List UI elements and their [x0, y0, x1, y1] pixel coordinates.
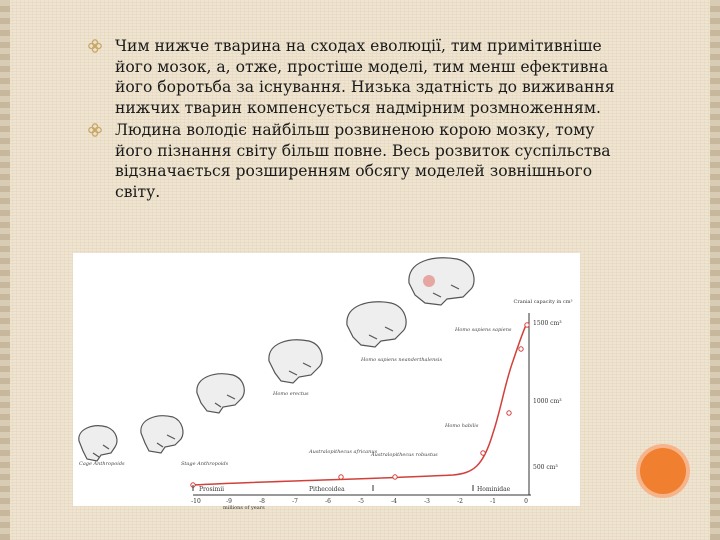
axis-tick: -6 — [325, 498, 331, 505]
bullet-text: Людина володіє найбільш розвиненою корою мозку, тому його пізнання світу більш повне. Весь розвиток суспільства відзначається розширенням обсягу моделей зовнішнього світу. — [115, 121, 611, 201]
specimen-label: Stage Anthropoids — [181, 461, 229, 467]
axis-tick: -8 — [259, 498, 265, 505]
skull-icon — [269, 340, 322, 383]
capacity-axis — [514, 299, 573, 495]
specimen-label: Cage Anthropoids — [79, 461, 125, 467]
capacity-tick: 1000 cm³ — [533, 398, 562, 405]
flower-bullet-icon — [88, 39, 102, 53]
skull-icon — [347, 302, 406, 347]
axis-tick: -10 — [191, 498, 201, 505]
left-border-decoration — [0, 0, 10, 540]
axis-tick: -2 — [457, 498, 463, 505]
axis-tick: -1 — [490, 498, 496, 505]
bullet-item — [88, 36, 628, 118]
bullet-text: Чим нижче тварина на сходах еволюції, тим примітивніше його мозок, а, отже, простіше моделі, тим менш ефективна його боротьба за існування. Низька здатність до виживання нижчих тварин компенсується надмірним розмноженням. — [115, 37, 615, 117]
skull-icon — [197, 374, 244, 413]
bullet-item — [88, 120, 628, 202]
curve-markers — [191, 323, 529, 487]
capacity-tick: 1500 cm³ — [533, 320, 562, 327]
axis-label: Prosimii — [199, 486, 225, 493]
axis-tick: -9 — [226, 498, 232, 505]
orange-circle-decoration — [640, 448, 686, 494]
axis-tick: -5 — [358, 498, 364, 505]
axis-caption: millions of years — [223, 505, 265, 511]
axis-tick: -4 — [391, 498, 397, 505]
capacity-tick: 500 cm³ — [533, 464, 558, 471]
right-border-decoration — [710, 0, 720, 540]
evolution-figure — [73, 253, 580, 511]
axis-tick: -7 — [292, 498, 298, 505]
axis-tick: 0 — [524, 498, 528, 505]
specimen-label: Homo habilis — [445, 423, 479, 429]
flower-bullet-icon — [88, 123, 102, 137]
specimen-label: Homo sapiens sapiens — [455, 327, 512, 333]
bullet-list — [88, 36, 628, 204]
axis-label: Hominidae — [477, 486, 511, 493]
skull-icon — [79, 426, 117, 461]
specimen-label: Homo erectus — [273, 391, 309, 397]
axis-label: Pithecoidea — [309, 486, 345, 493]
skull-icon — [141, 416, 183, 453]
specimen-label: Australopithecus robustus — [371, 452, 438, 458]
specimen-label: Homo sapiens neanderthalensis — [361, 357, 443, 363]
capacity-header: Cranial capacity in cm³ — [513, 299, 573, 305]
specimen-label: Australopithecus africanus — [309, 449, 378, 455]
brain-growth-curve — [193, 323, 527, 485]
skull-icon — [409, 258, 474, 305]
axis-tick: -3 — [424, 498, 430, 505]
